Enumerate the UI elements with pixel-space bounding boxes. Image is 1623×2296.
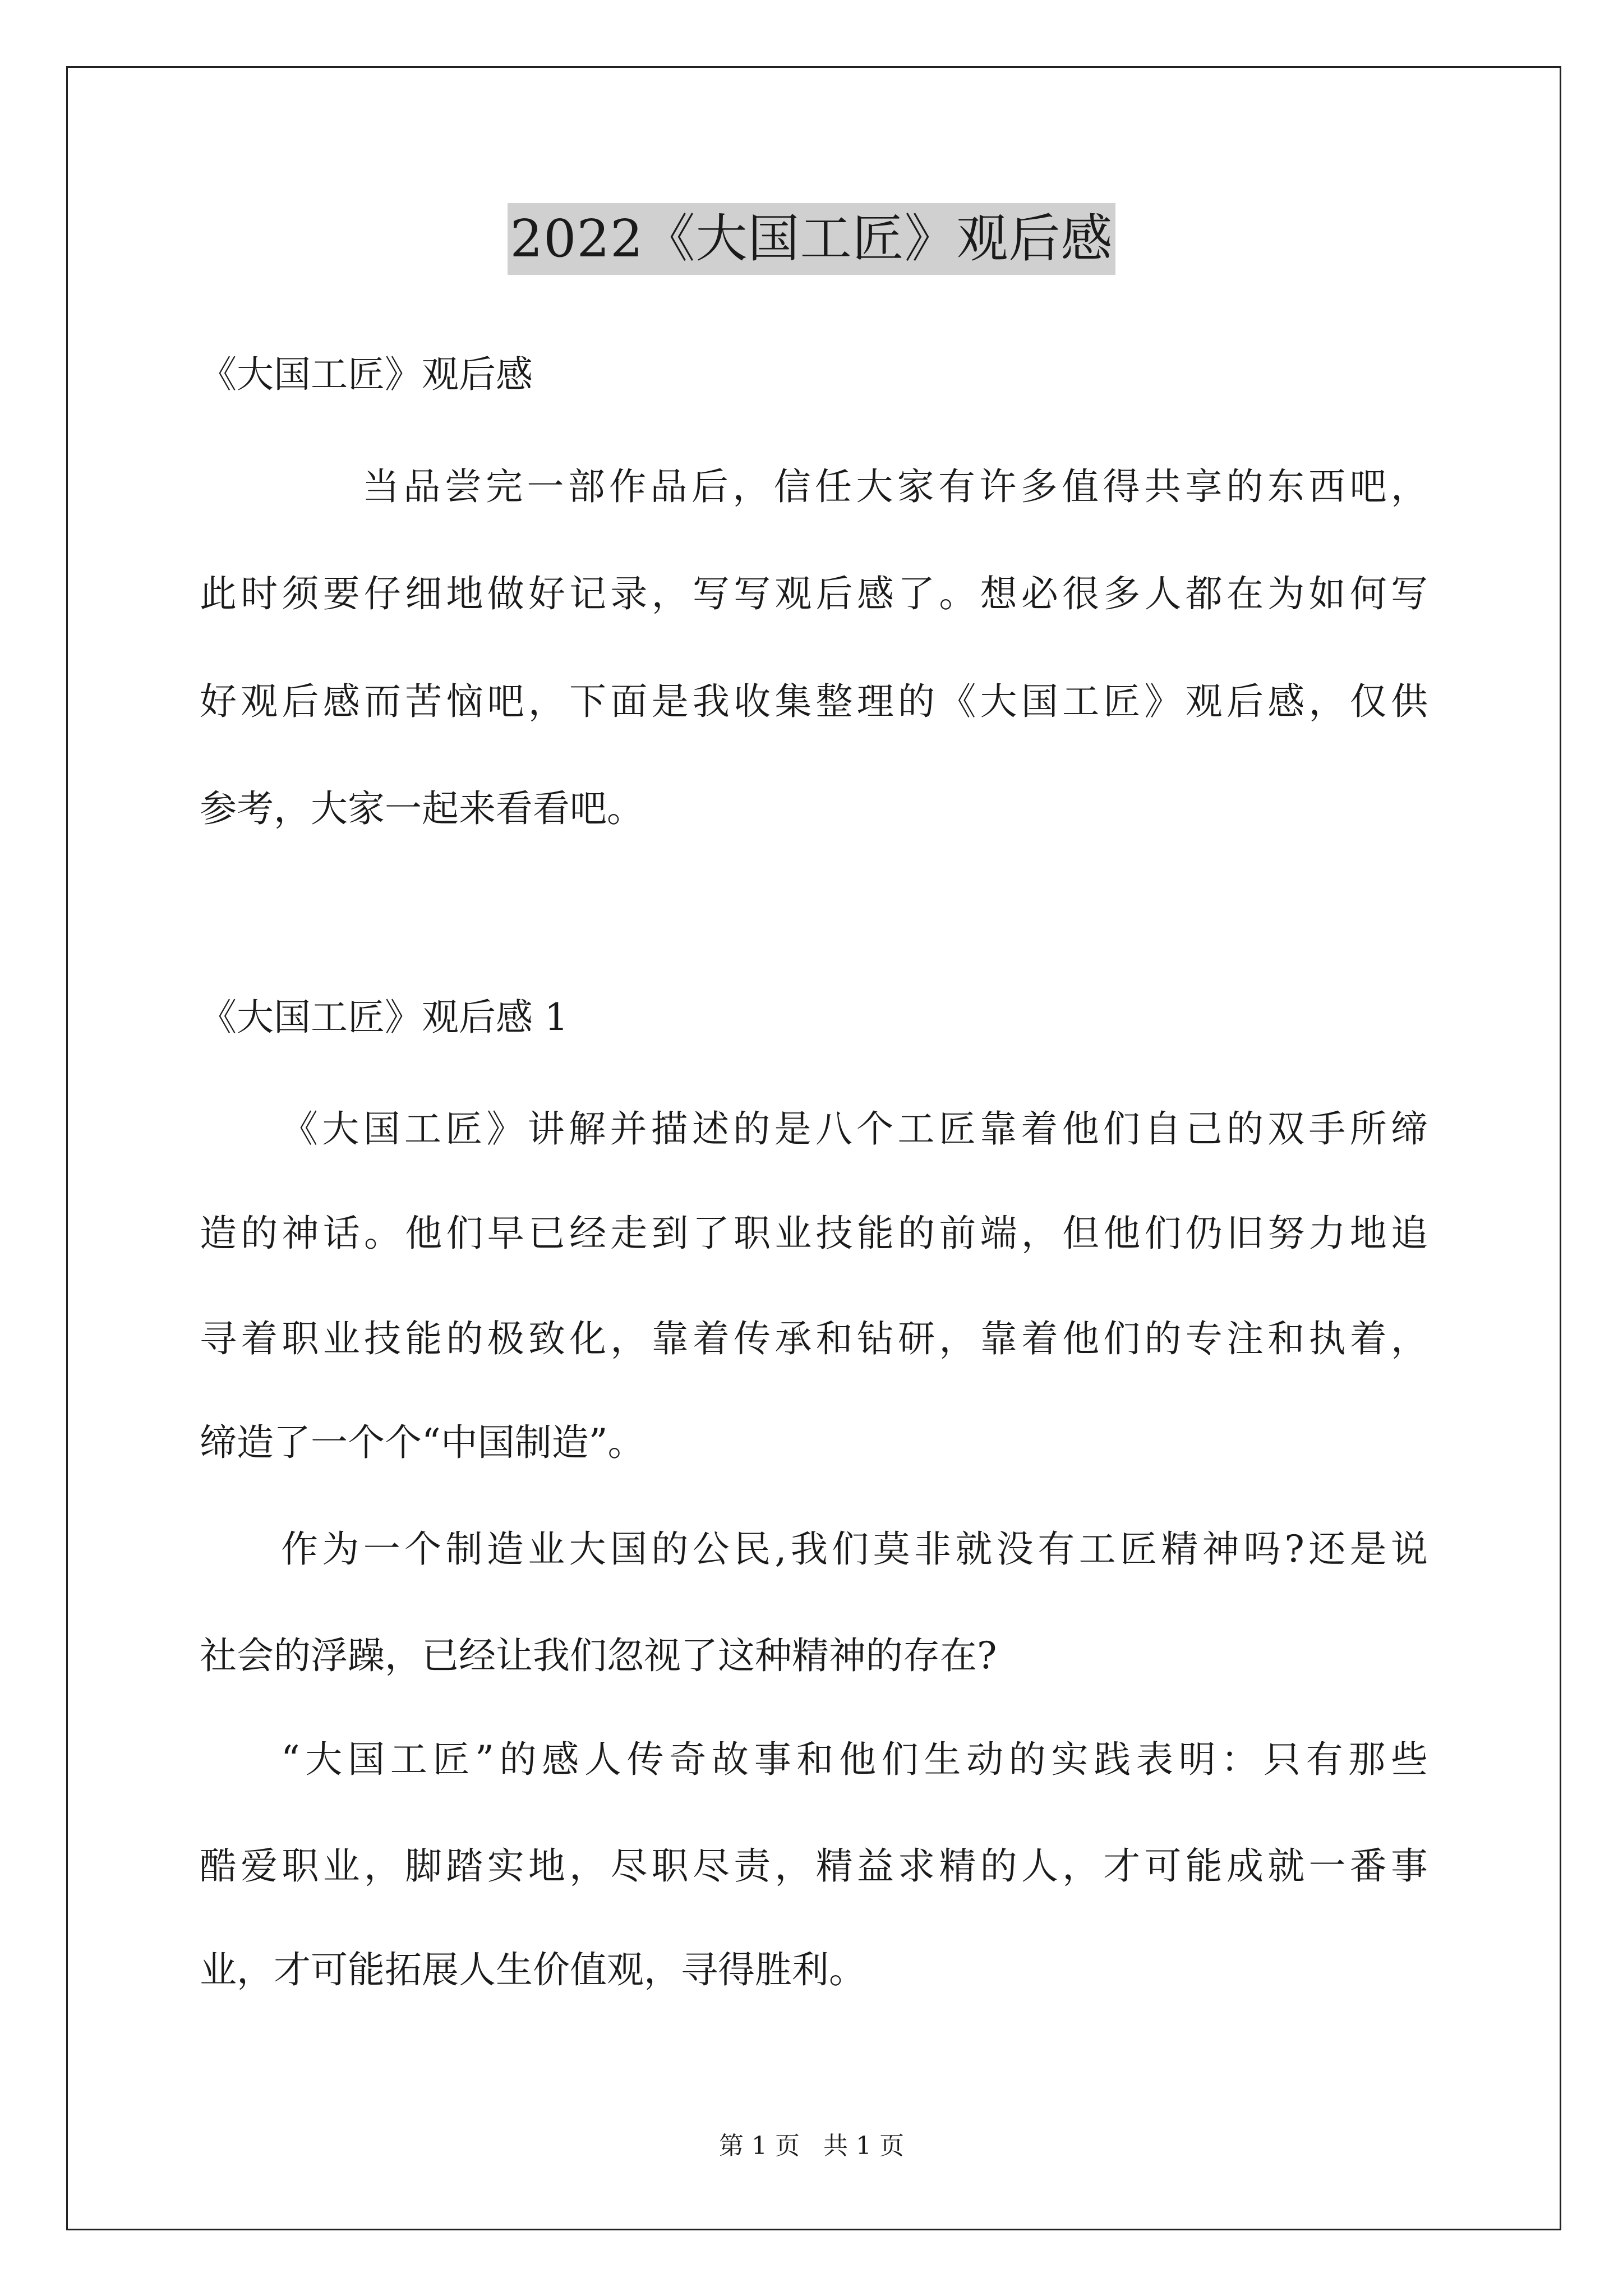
paragraph-line: 《大国工匠》讲解并描述的是八个工匠靠着他们自己的双手所缔 bbox=[281, 1107, 1428, 1151]
paragraph-line: “大国工匠”的感人传奇故事和他们生动的实践表明：只有那些 bbox=[281, 1738, 1428, 1781]
paragraph-line: 此时须要仔细地做好记录，写写观后感了。想必很多人都在为如何写 bbox=[200, 572, 1428, 615]
page-footer: 第 1 页 共 1 页 bbox=[719, 2132, 904, 2160]
paragraph-line: 寻着职业技能的极致化，靠着传承和钻研，靠着他们的专注和执着， bbox=[200, 1317, 1428, 1360]
paragraph-line: 当品尝完一部作品后，信任大家有许多值得共享的东西吧， bbox=[362, 465, 1428, 508]
paragraph-line: 造的神话。他们早已经走到了职业技能的前端，但他们仍旧努力地追 bbox=[200, 1212, 1428, 1255]
paragraph-line: 业，才可能拓展人生价值观，寻得胜利。 bbox=[200, 1948, 866, 1991]
intro-heading: 《大国工匠》观后感 bbox=[200, 353, 533, 396]
section-heading: 《大国工匠》观后感 1 bbox=[200, 996, 568, 1039]
paragraph-line: 好观后感而苦恼吧，下面是我收集整理的《大国工匠》观后感，仅供 bbox=[200, 680, 1428, 723]
title-container bbox=[0, 203, 1623, 275]
paragraph-line: 社会的浮躁，已经让我们忽视了这种精神的存在? bbox=[200, 1634, 997, 1677]
paragraph-line: 酷爱职业，脚踏实地，尽职尽责，精益求精的人，才可能成就一番事 bbox=[200, 1844, 1428, 1888]
paragraph-line: 缔造了一个个“中国制造”。 bbox=[200, 1421, 645, 1464]
document-title: 2022《大国工匠》观后感 bbox=[508, 203, 1115, 275]
paragraph-line: 参考，大家一起来看看吧。 bbox=[200, 787, 644, 830]
paragraph-line: 作为一个制造业大国的公民,我们莫非就没有工匠精神吗?还是说 bbox=[281, 1527, 1428, 1571]
